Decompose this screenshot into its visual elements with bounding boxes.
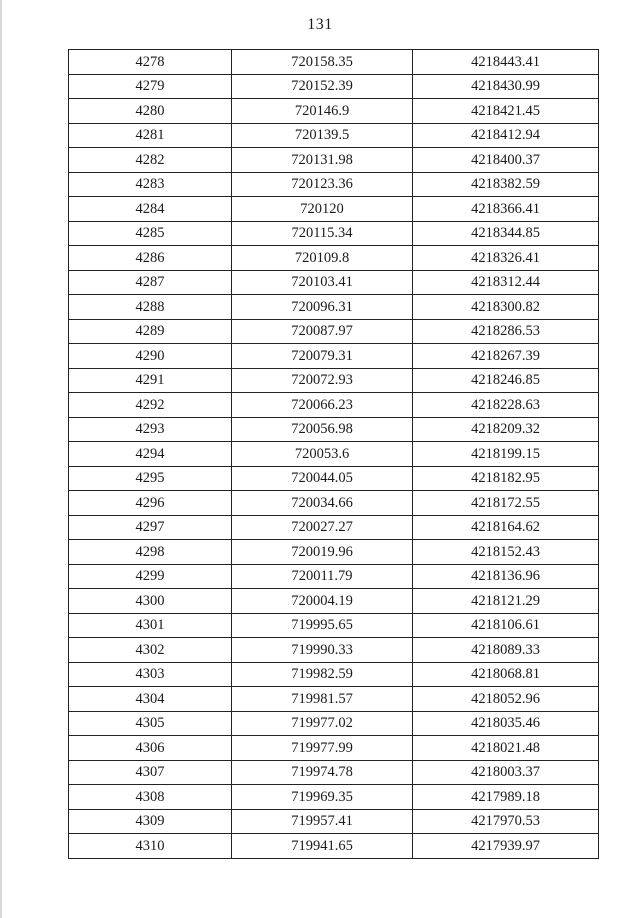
x-coordinate-cell: 720019.96: [232, 540, 413, 565]
x-coordinate-cell: 720087.97: [232, 319, 413, 344]
x-coordinate-cell: 720056.98: [232, 417, 413, 442]
table-row: [69, 736, 599, 761]
table-row: [69, 760, 599, 785]
x-coordinate-cell: 720034.66: [232, 491, 413, 516]
y-coordinate-cell: 4218430.99: [413, 74, 599, 99]
x-coordinate-cell: 719977.02: [232, 711, 413, 736]
x-coordinate-cell: 719995.65: [232, 613, 413, 638]
y-coordinate-cell: 4218300.82: [413, 295, 599, 320]
point-number-cell: 4295: [69, 466, 232, 491]
table-row: [69, 295, 599, 320]
table-row: [69, 442, 599, 467]
point-number-cell: 4299: [69, 564, 232, 589]
table-row: [69, 270, 599, 295]
x-coordinate-cell: 720109.8: [232, 246, 413, 271]
point-number-cell: 4303: [69, 662, 232, 687]
table-row: [69, 74, 599, 99]
y-coordinate-cell: 4218152.43: [413, 540, 599, 565]
y-coordinate-cell: 4218209.32: [413, 417, 599, 442]
y-coordinate-cell: 4218136.96: [413, 564, 599, 589]
x-coordinate-cell: 719957.41: [232, 809, 413, 834]
point-number-cell: 4279: [69, 74, 232, 99]
x-coordinate-cell: 719969.35: [232, 785, 413, 810]
point-number-cell: 4289: [69, 319, 232, 344]
x-coordinate-cell: 720115.34: [232, 221, 413, 246]
y-coordinate-cell: 4218312.44: [413, 270, 599, 295]
table-row: [69, 368, 599, 393]
table-row: [69, 344, 599, 369]
table-row: [69, 123, 599, 148]
x-coordinate-cell: 720120: [232, 197, 413, 222]
coordinates-table: [68, 49, 599, 859]
y-coordinate-cell: 4218199.15: [413, 442, 599, 467]
y-coordinate-cell: 4218326.41: [413, 246, 599, 271]
point-number-cell: 4284: [69, 197, 232, 222]
table-row: [69, 417, 599, 442]
y-coordinate-cell: 4218366.41: [413, 197, 599, 222]
point-number-cell: 4304: [69, 687, 232, 712]
y-coordinate-cell: 4218412.94: [413, 123, 599, 148]
point-number-cell: 4300: [69, 589, 232, 614]
table-row: [69, 711, 599, 736]
table-row: [69, 221, 599, 246]
table-row: [69, 785, 599, 810]
y-coordinate-cell: 4218068.81: [413, 662, 599, 687]
point-number-cell: 4301: [69, 613, 232, 638]
coordinates-table-body: [69, 50, 599, 859]
x-coordinate-cell: 720096.31: [232, 295, 413, 320]
y-coordinate-cell: 4218003.37: [413, 760, 599, 785]
x-coordinate-cell: 719990.33: [232, 638, 413, 663]
y-coordinate-cell: 4218421.45: [413, 99, 599, 124]
scan-edge: [0, 0, 2, 918]
table-row: [69, 687, 599, 712]
point-number-cell: 4310: [69, 834, 232, 859]
x-coordinate-cell: 720158.35: [232, 50, 413, 75]
table-row: [69, 246, 599, 271]
table-row: [69, 564, 599, 589]
x-coordinate-cell: 720103.41: [232, 270, 413, 295]
x-coordinate-cell: 719941.65: [232, 834, 413, 859]
point-number-cell: 4298: [69, 540, 232, 565]
point-number-cell: 4305: [69, 711, 232, 736]
x-coordinate-cell: 720066.23: [232, 393, 413, 418]
table-row: [69, 540, 599, 565]
x-coordinate-cell: 720004.19: [232, 589, 413, 614]
point-number-cell: 4309: [69, 809, 232, 834]
y-coordinate-cell: 4218228.63: [413, 393, 599, 418]
y-coordinate-cell: 4218443.41: [413, 50, 599, 75]
x-coordinate-cell: 720044.05: [232, 466, 413, 491]
x-coordinate-cell: 719981.57: [232, 687, 413, 712]
point-number-cell: 4302: [69, 638, 232, 663]
point-number-cell: 4287: [69, 270, 232, 295]
point-number-cell: 4286: [69, 246, 232, 271]
x-coordinate-cell: 720139.5: [232, 123, 413, 148]
y-coordinate-cell: 4217970.53: [413, 809, 599, 834]
y-coordinate-cell: 4218172.55: [413, 491, 599, 516]
y-coordinate-cell: 4218344.85: [413, 221, 599, 246]
point-number-cell: 4308: [69, 785, 232, 810]
point-number-cell: 4291: [69, 368, 232, 393]
table-row: [69, 99, 599, 124]
x-coordinate-cell: 720123.36: [232, 172, 413, 197]
x-coordinate-cell: 720079.31: [232, 344, 413, 369]
point-number-cell: 4292: [69, 393, 232, 418]
y-coordinate-cell: 4218052.96: [413, 687, 599, 712]
table-row: [69, 393, 599, 418]
table-row: [69, 148, 599, 173]
y-coordinate-cell: 4218021.48: [413, 736, 599, 761]
y-coordinate-cell: 4218164.62: [413, 515, 599, 540]
point-number-cell: 4307: [69, 760, 232, 785]
table-row: [69, 515, 599, 540]
table-row: [69, 172, 599, 197]
table-row: [69, 662, 599, 687]
y-coordinate-cell: 4218182.95: [413, 466, 599, 491]
x-coordinate-cell: 719982.59: [232, 662, 413, 687]
y-coordinate-cell: 4218121.29: [413, 589, 599, 614]
table-row: [69, 197, 599, 222]
y-coordinate-cell: 4218246.85: [413, 368, 599, 393]
table-row: [69, 834, 599, 859]
x-coordinate-cell: 720027.27: [232, 515, 413, 540]
table-row: [69, 319, 599, 344]
point-number-cell: 4278: [69, 50, 232, 75]
table-row: [69, 491, 599, 516]
y-coordinate-cell: 4218089.33: [413, 638, 599, 663]
point-number-cell: 4296: [69, 491, 232, 516]
x-coordinate-cell: 720146.9: [232, 99, 413, 124]
y-coordinate-cell: 4218382.59: [413, 172, 599, 197]
x-coordinate-cell: 719974.78: [232, 760, 413, 785]
y-coordinate-cell: 4218035.46: [413, 711, 599, 736]
point-number-cell: 4288: [69, 295, 232, 320]
y-coordinate-cell: 4217939.97: [413, 834, 599, 859]
y-coordinate-cell: 4217989.18: [413, 785, 599, 810]
x-coordinate-cell: 720011.79: [232, 564, 413, 589]
table-row: [69, 466, 599, 491]
x-coordinate-cell: 720072.93: [232, 368, 413, 393]
table-row: [69, 809, 599, 834]
table-row: [69, 638, 599, 663]
x-coordinate-cell: 720131.98: [232, 148, 413, 173]
page-number: 131: [307, 16, 333, 33]
point-number-cell: 4306: [69, 736, 232, 761]
point-number-cell: 4281: [69, 123, 232, 148]
y-coordinate-cell: 4218286.53: [413, 319, 599, 344]
table-row: [69, 613, 599, 638]
point-number-cell: 4294: [69, 442, 232, 467]
point-number-cell: 4282: [69, 148, 232, 173]
y-coordinate-cell: 4218267.39: [413, 344, 599, 369]
table-row: [69, 589, 599, 614]
x-coordinate-cell: 720152.39: [232, 74, 413, 99]
point-number-cell: 4290: [69, 344, 232, 369]
point-number-cell: 4283: [69, 172, 232, 197]
point-number-cell: 4293: [69, 417, 232, 442]
point-number-cell: 4280: [69, 99, 232, 124]
x-coordinate-cell: 720053.6: [232, 442, 413, 467]
x-coordinate-cell: 719977.99: [232, 736, 413, 761]
y-coordinate-cell: 4218400.37: [413, 148, 599, 173]
point-number-cell: 4285: [69, 221, 232, 246]
table-row: [69, 50, 599, 75]
y-coordinate-cell: 4218106.61: [413, 613, 599, 638]
point-number-cell: 4297: [69, 515, 232, 540]
